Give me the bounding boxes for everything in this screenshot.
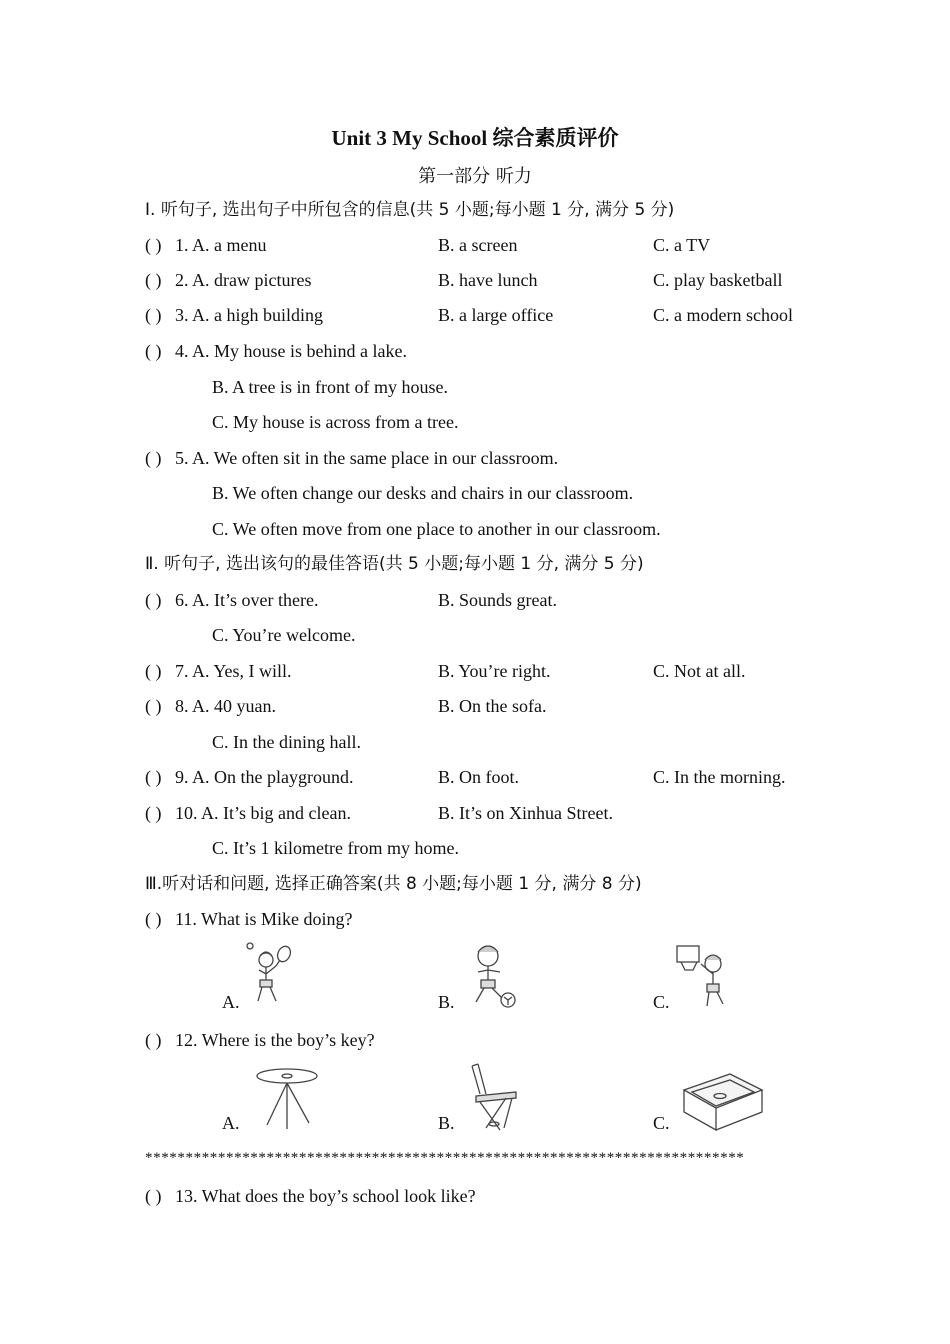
question-4-option-a: 4. A. My house is behind a lake. — [175, 341, 407, 361]
answer-blank[interactable]: ( ) — [145, 341, 162, 361]
question-3-option-a: 3. A. a high building — [175, 305, 323, 325]
answer-blank[interactable]: ( ) — [145, 448, 162, 468]
question-12-stem: 12. Where is the boy’s key? — [175, 1030, 375, 1050]
question-5-option-c: C. We often move from one place to another in our classroom. — [212, 519, 661, 539]
question-9-option-c: C. In the morning. — [653, 767, 786, 787]
question-5-option-b: B. We often change our desks and chairs in our classroom. — [212, 483, 634, 503]
answer-blank[interactable]: ( ) — [145, 1030, 162, 1050]
q12-option-a-label: A. — [222, 1113, 240, 1133]
question-6 — [145, 588, 318, 612]
answer-blank[interactable]: ( ) — [145, 1186, 162, 1206]
question-7-option-b: B. You’re right. — [438, 661, 551, 681]
answer-blank[interactable]: ( ) — [145, 590, 162, 610]
question-7 — [145, 659, 292, 683]
question-3 — [145, 303, 323, 327]
question-4-option-c: C. My house is across from a tree. — [212, 412, 459, 432]
question-9 — [145, 765, 353, 789]
question-2-option-c: C. play basketball — [653, 270, 783, 290]
q12-option-c-label: C. — [653, 1113, 670, 1133]
q12-option-b-label: B. — [438, 1113, 455, 1133]
answer-blank[interactable]: ( ) — [145, 767, 162, 787]
question-4 — [145, 339, 407, 363]
chair-picture — [466, 1062, 522, 1132]
question-6-option-b: B. Sounds great. — [438, 590, 557, 610]
question-10 — [145, 801, 351, 825]
question-12 — [145, 1028, 375, 1052]
question-8-option-b: B. On the sofa. — [438, 696, 547, 716]
question-9-option-b: B. On foot. — [438, 767, 519, 787]
question-10-option-a: 10. A. It’s big and clean. — [175, 803, 351, 823]
answer-blank[interactable]: ( ) — [145, 661, 162, 681]
answer-blank[interactable]: ( ) — [145, 803, 162, 823]
question-8 — [145, 694, 276, 718]
q11-option-b-label: B. — [438, 992, 455, 1012]
question-10-option-c: C. It’s 1 kilometre from my home. — [212, 838, 459, 858]
question-5 — [145, 446, 558, 470]
part-heading: 第一部分 听力 — [418, 166, 532, 187]
answer-blank[interactable]: ( ) — [145, 305, 162, 325]
football-boy-picture — [458, 940, 520, 1010]
question-4-option-b: B. A tree is in front of my house. — [212, 377, 448, 397]
question-5-option-a: 5. A. We often sit in the same place in our classroom. — [175, 448, 559, 468]
question-8-option-c: C. In the dining hall. — [212, 732, 361, 752]
question-2 — [145, 268, 311, 292]
section-3-heading: Ⅲ.听对话和问题, 选择正确答案(共 8 小题;每小题 1 分, 满分 8 分) — [145, 874, 642, 894]
question-13 — [145, 1184, 476, 1208]
table-picture — [254, 1066, 320, 1130]
question-3-option-b: B. a large office — [438, 305, 554, 325]
answer-blank[interactable]: ( ) — [145, 696, 162, 716]
answer-blank[interactable]: ( ) — [145, 909, 162, 929]
question-6-option-a: 6. A. It’s over there. — [175, 590, 319, 610]
question-11-stem: 11. What is Mike doing? — [175, 909, 353, 929]
question-1 — [145, 233, 267, 257]
question-7-option-a: 7. A. Yes, I will. — [175, 661, 292, 681]
question-9-option-a: 9. A. On the playground. — [175, 767, 354, 787]
question-6-option-c: C. You’re welcome. — [212, 625, 356, 645]
question-10-option-b: B. It’s on Xinhua Street. — [438, 803, 613, 823]
section-2-heading: Ⅱ. 听句子, 选出该句的最佳答语(共 5 小题;每小题 1 分, 满分 5 分) — [145, 554, 644, 574]
question-7-option-c: C. Not at all. — [653, 661, 746, 681]
box-picture — [680, 1070, 766, 1132]
question-13-stem: 13. What does the boy’s school look like? — [175, 1186, 476, 1206]
q11-option-c-label: C. — [653, 992, 670, 1012]
question-8-option-a: 8. A. 40 yuan. — [175, 696, 276, 716]
question-2-option-b: B. have lunch — [438, 270, 538, 290]
answer-blank[interactable]: ( ) — [145, 235, 162, 255]
question-2-option-a: 2. A. draw pictures — [175, 270, 312, 290]
question-1-option-b: B. a screen — [438, 235, 518, 255]
section-1-heading: Ⅰ. 听句子, 选出句子中所包含的信息(共 5 小题;每小题 1 分, 满分 5 分) — [145, 200, 675, 220]
q11-option-a-label: A. — [222, 992, 240, 1012]
question-1-option-c: C. a TV — [653, 235, 711, 255]
question-1-option-a: 1. A. a menu — [175, 235, 267, 255]
question-11 — [145, 907, 352, 931]
page-title: Unit 3 My School 综合素质评价 — [331, 126, 619, 150]
tennis-boy-picture — [238, 940, 300, 1010]
answer-blank[interactable]: ( ) — [145, 270, 162, 290]
page-separator: ************************************************************************** — [145, 1150, 745, 1166]
basketball-boy-picture — [673, 940, 735, 1010]
question-3-option-c: C. a modern school — [653, 305, 793, 325]
